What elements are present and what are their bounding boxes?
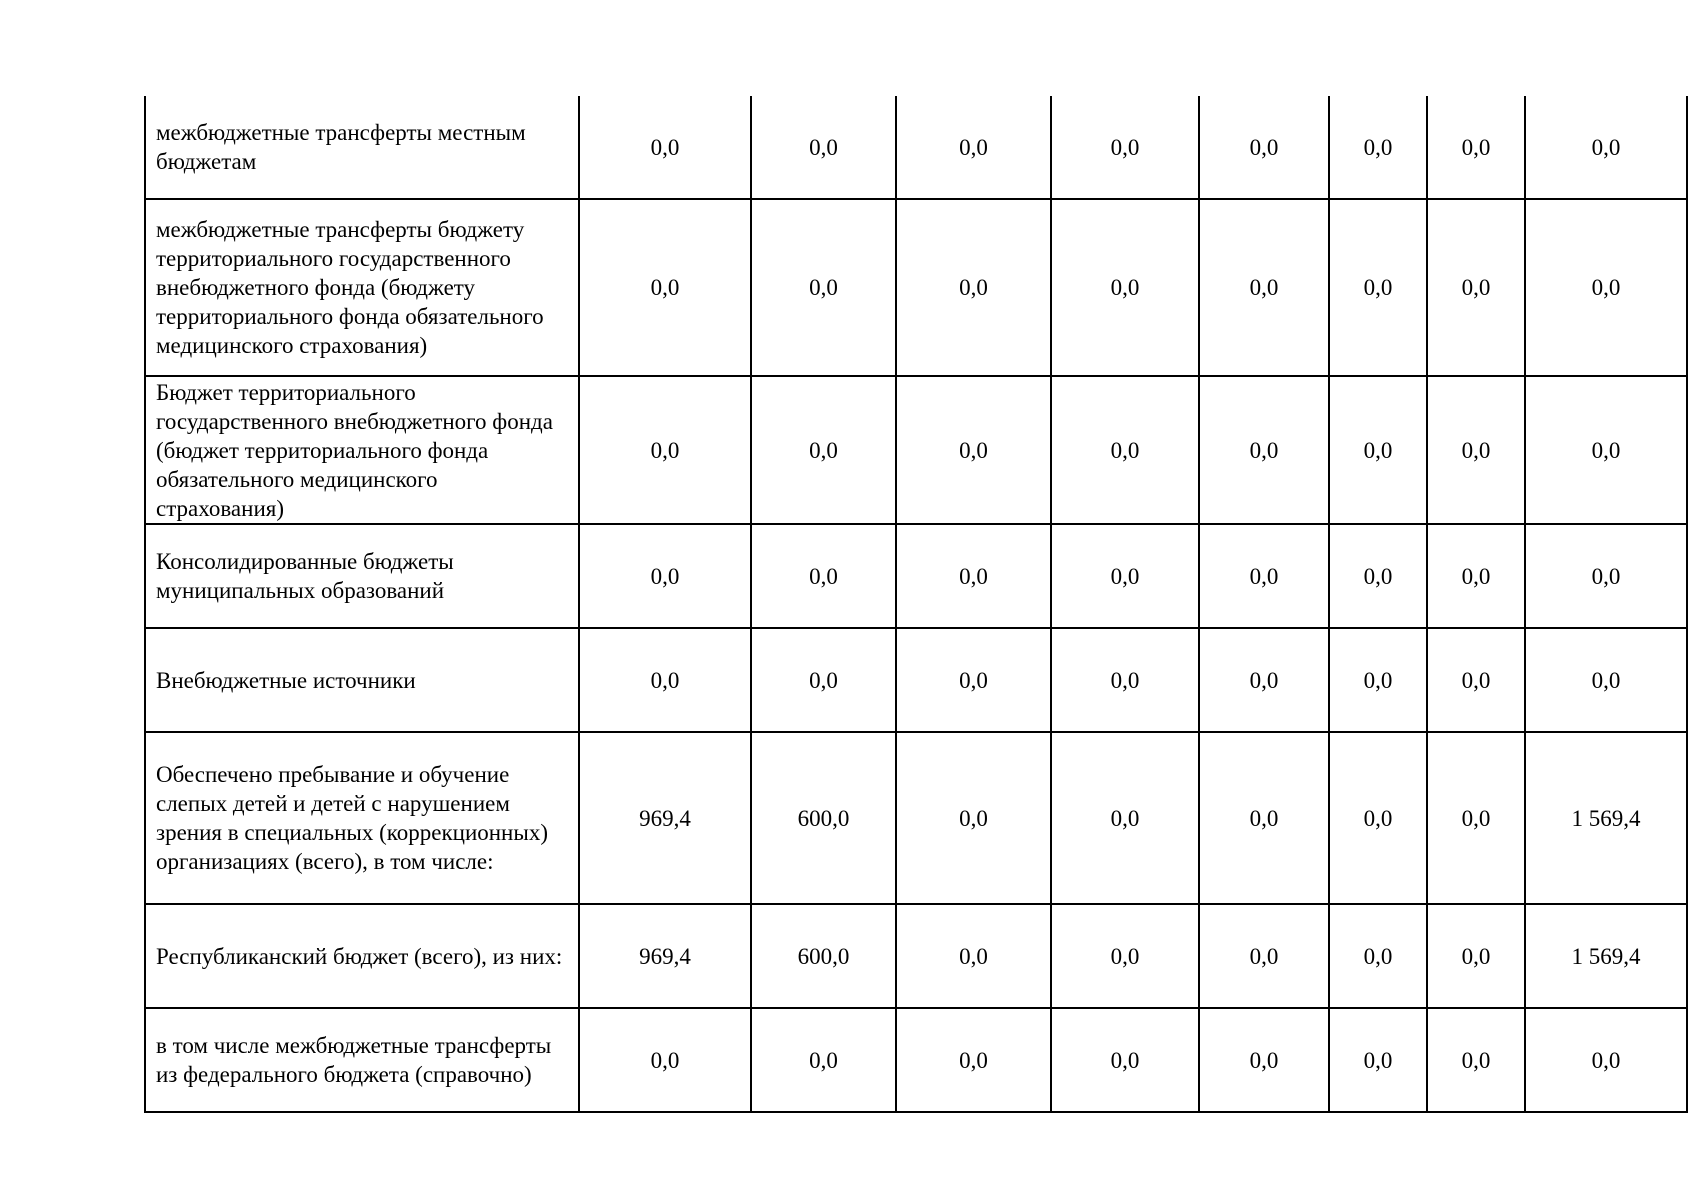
value-cell: 0,0 — [1525, 96, 1687, 199]
value-cell: 0,0 — [896, 904, 1051, 1008]
table-row — [145, 628, 1687, 732]
value-cell: 0,0 — [751, 524, 896, 628]
value-cell: 600,0 — [751, 904, 896, 1008]
value-cell: 0,0 — [751, 376, 896, 524]
value-cell: 0,0 — [1427, 376, 1525, 524]
value-cell: 0,0 — [896, 199, 1051, 376]
value-cell: 0,0 — [1051, 904, 1199, 1008]
budget-table — [144, 96, 1688, 1113]
value-cell: 0,0 — [1427, 1008, 1525, 1112]
row-label: в том числе межбюджетные трансферты из федерального бюджета (справочно) — [145, 1008, 579, 1112]
value-cell: 0,0 — [751, 199, 896, 376]
value-cell: 0,0 — [896, 96, 1051, 199]
value-cell: 0,0 — [1329, 904, 1427, 1008]
table-row — [145, 376, 1687, 524]
row-label: Консолидированные бюджеты муниципальных образований — [145, 524, 579, 628]
value-cell: 0,0 — [1329, 732, 1427, 904]
value-cell: 0,0 — [579, 96, 751, 199]
row-label: межбюджетные трансферты бюджету территориального государственного внебюджетного фонда (бюджету территориального фонда обязательного медицинского страхования) — [145, 199, 579, 376]
value-cell: 0,0 — [1525, 376, 1687, 524]
value-cell: 0,0 — [896, 524, 1051, 628]
value-cell: 0,0 — [1329, 96, 1427, 199]
value-cell: 0,0 — [1427, 524, 1525, 628]
value-cell: 0,0 — [1199, 96, 1329, 199]
value-cell: 0,0 — [1199, 628, 1329, 732]
value-cell: 0,0 — [1329, 628, 1427, 732]
value-cell: 0,0 — [1427, 199, 1525, 376]
value-cell: 0,0 — [896, 376, 1051, 524]
value-cell: 0,0 — [1199, 904, 1329, 1008]
value-cell: 0,0 — [1427, 96, 1525, 199]
table-row — [145, 732, 1687, 904]
value-cell: 0,0 — [1525, 199, 1687, 376]
value-cell: 0,0 — [1525, 524, 1687, 628]
value-cell: 0,0 — [1051, 96, 1199, 199]
table-row — [145, 96, 1687, 199]
table-row — [145, 904, 1687, 1008]
value-cell: 969,4 — [579, 732, 751, 904]
row-label: Обеспечено пребывание и обучение слепых детей и детей с нарушением зрения в специальных (коррекционных) организациях (всего), в том числе: — [145, 732, 579, 904]
value-cell: 0,0 — [1199, 1008, 1329, 1112]
value-cell: 0,0 — [1051, 628, 1199, 732]
value-cell: 1 569,4 — [1525, 904, 1687, 1008]
value-cell: 0,0 — [896, 628, 1051, 732]
table-row — [145, 199, 1687, 376]
value-cell: 0,0 — [1427, 732, 1525, 904]
value-cell: 0,0 — [751, 96, 896, 199]
value-cell: 0,0 — [1329, 524, 1427, 628]
value-cell: 0,0 — [1199, 376, 1329, 524]
value-cell: 0,0 — [1051, 524, 1199, 628]
value-cell: 0,0 — [579, 199, 751, 376]
value-cell: 0,0 — [1525, 1008, 1687, 1112]
value-cell: 0,0 — [579, 524, 751, 628]
table-row — [145, 1008, 1687, 1112]
value-cell: 0,0 — [1329, 199, 1427, 376]
value-cell: 0,0 — [896, 732, 1051, 904]
value-cell: 969,4 — [579, 904, 751, 1008]
value-cell: 0,0 — [751, 628, 896, 732]
value-cell: 0,0 — [1051, 732, 1199, 904]
value-cell: 0,0 — [1329, 376, 1427, 524]
value-cell: 0,0 — [896, 1008, 1051, 1112]
value-cell: 0,0 — [1051, 199, 1199, 376]
value-cell: 0,0 — [751, 1008, 896, 1112]
value-cell: 0,0 — [1051, 376, 1199, 524]
value-cell: 0,0 — [579, 628, 751, 732]
value-cell: 600,0 — [751, 732, 896, 904]
value-cell: 0,0 — [579, 1008, 751, 1112]
value-cell: 0,0 — [1199, 524, 1329, 628]
value-cell: 0,0 — [579, 376, 751, 524]
value-cell: 0,0 — [1051, 1008, 1199, 1112]
value-cell: 1 569,4 — [1525, 732, 1687, 904]
value-cell: 0,0 — [1427, 628, 1525, 732]
value-cell: 0,0 — [1525, 628, 1687, 732]
value-cell: 0,0 — [1427, 904, 1525, 1008]
value-cell: 0,0 — [1329, 1008, 1427, 1112]
value-cell: 0,0 — [1199, 199, 1329, 376]
value-cell: 0,0 — [1199, 732, 1329, 904]
row-label: Внебюджетные источники — [145, 628, 579, 732]
table-row — [145, 524, 1687, 628]
row-label: Республиканский бюджет (всего), из них: — [145, 904, 579, 1008]
row-label: межбюджетные трансферты местным бюджетам — [145, 96, 579, 199]
row-label: Бюджет территориального государственного внебюджетного фонда (бюджет территориального фонда обязательного медицинского страхования) — [145, 376, 579, 524]
